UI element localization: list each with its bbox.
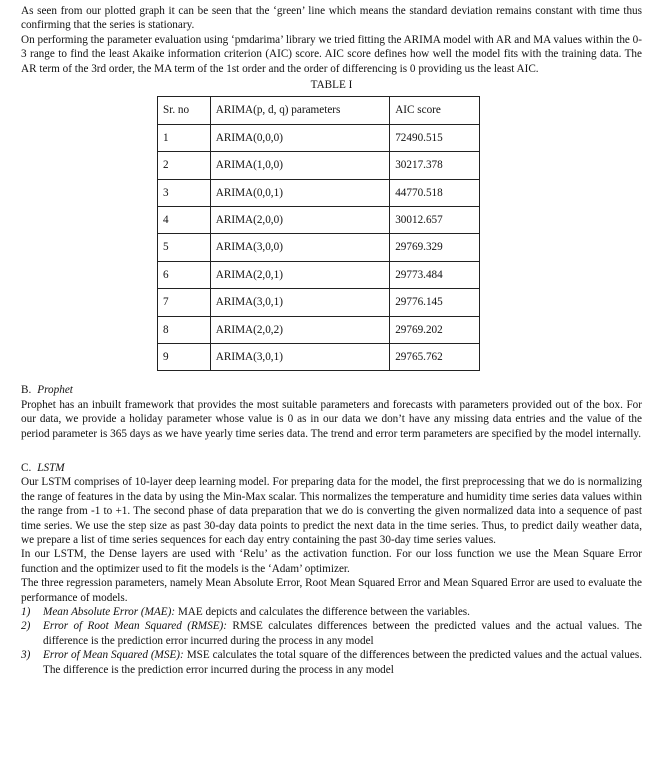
cell-sr-no: 8 [158,316,211,343]
cell-sr-no: 5 [158,234,211,261]
cell-aic: 29773.484 [390,261,480,288]
table-row [158,179,480,206]
cell-aic: 29769.202 [390,316,480,343]
intro-paragraph-1: As seen from our plotted graph it can be seen that the ‘green’ line which means the standard deviation remains constant with time thus confirming that the series is stationary. [21,5,642,32]
lstm-paragraph-1: Our LSTM comprises of 10-layer deep learning model. For preparing data for the model, the first preprocessing that we do is normalizing the range of features in the data by using the Min-Max scalar. This normalizes the temperature and humidity time series data values within the range from -1 to +1. The second phase of data preparation that we do is converting the given normalized data into a sequence of past time series. We use the step size as past 30-day data points to predict the next data in the time series. Thus, to predict daily weather data, we prepare a list of time series sequences for each day entry containing the past 30-day time series values. [21,476,642,546]
cell-sr-no: 1 [158,124,211,151]
cell-sr-no: 7 [158,289,211,316]
cell-arima: ARIMA(0,0,0) [210,124,389,151]
lstm-paragraph-3: The three regression parameters, namely Mean Absolute Error, Root Mean Squared Error and Mean Squared Error are used to evaluate the performance of models. [21,577,642,604]
arima-table [157,96,480,371]
table-row [158,289,480,316]
cell-sr-no: 3 [158,179,211,206]
table-caption: TABLE I [310,79,353,92]
cell-arima: ARIMA(0,0,1) [210,179,389,206]
metric-term: Error of Root Mean Squared (RMSE): [43,620,227,633]
list-number: 3) [21,649,31,662]
cell-arima: ARIMA(2,0,2) [210,316,389,343]
cell-arima: ARIMA(2,0,1) [210,261,389,288]
cell-aic: 29776.145 [390,289,480,316]
table-header-row [158,97,480,124]
section-letter: C. [21,461,32,474]
section-title: LSTM [37,461,65,474]
metric-description: MAE depicts and calculates the difference between the variables. [175,606,470,619]
table-row [158,261,480,288]
cell-arima: ARIMA(3,0,1) [210,289,389,316]
table-row [158,124,480,151]
lstm-paragraph-2: In our LSTM, the Dense layers are used with ‘Relu’ as the activation function. For our loss function we use the Mean Square Error function and the optimizer used to fit the models is the ‘Adam’ optimizer. [21,548,642,575]
cell-arima: ARIMA(3,0,0) [210,234,389,261]
table-row [158,343,480,370]
section-heading-lstm [21,461,642,475]
intro-paragraph-2: On performing the parameter evaluation using ‘pmdarima’ library we tried fitting the ARIMA model with AR and MA values within the 0-3 range to find the least Akaike information criterion (AIC) score. AIC score defines how well the model fits with the training data. The AR term of the 3rd order, the MA term of the 1st order and the order of differencing is 0 providing us the least AIC. [21,33,642,75]
metric-term: Error of Mean Squared (MSE): [43,649,184,662]
list-item [21,648,642,677]
metrics-list [21,605,642,677]
section-heading-prophet [21,383,642,397]
cell-aic: 44770.518 [390,179,480,206]
table-row [158,234,480,261]
section-letter: B. [21,384,32,397]
paper-page [21,4,642,677]
header-sr-no: Sr. no [158,97,211,124]
list-item [21,605,642,619]
metric-term: Mean Absolute Error (MAE): [43,606,176,619]
cell-sr-no: 9 [158,343,211,370]
cell-aic: 72490.515 [390,124,480,151]
cell-arima: ARIMA(1,0,0) [210,152,389,179]
cell-aic: 30012.657 [390,207,480,234]
prophet-paragraph: Prophet has an inbuilt framework that provides the most suitable parameters and forecasts with parameters provided out of the box. For our data, we provide a holiday parameter whose value is 0 as in our data we don’t have any missing data entries and the value of the period parameter is 365 days as we have yearly time series data. The trend and error term parameters are specified by the model internally. [21,398,642,440]
table-row [158,207,480,234]
table-row [158,316,480,343]
table-row [158,152,480,179]
cell-aic: 29765.762 [390,343,480,370]
section-title: Prophet [37,384,73,397]
list-item [21,619,642,648]
cell-sr-no: 4 [158,207,211,234]
metric-description: MSE calculates the total square of the differences between the predicted values and the actual values. The difference is the prediction error incurred during the process in any model [43,649,642,676]
cell-arima: ARIMA(3,0,1) [210,343,389,370]
metric-description: RMSE calculates differences between the predicted values and the actual values. The difference is the prediction error incurred during the process in any model [43,620,642,647]
list-number: 2) [21,620,31,633]
header-aic-score: AIC score [390,97,480,124]
cell-sr-no: 6 [158,261,211,288]
list-number: 1) [21,606,31,619]
cell-sr-no: 2 [158,152,211,179]
cell-arima: ARIMA(2,0,0) [210,207,389,234]
cell-aic: 29769.329 [390,234,480,261]
cell-aic: 30217.378 [390,152,480,179]
header-arima-params: ARIMA(p, d, q) parameters [210,97,389,124]
